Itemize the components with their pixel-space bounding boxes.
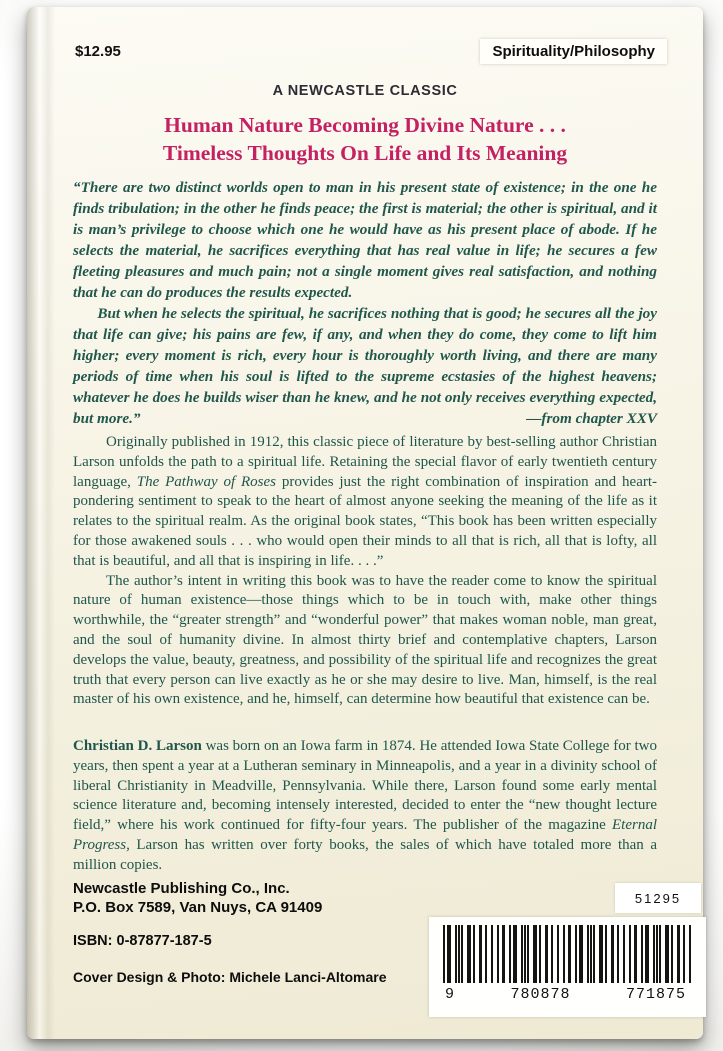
author-bio-pre: was born on an Iowa farm in 1874. He attended Iowa State College for two years, then spent a year at a Lutheran seminary in Minneapolis, and a year in a divinity school of liberal Christianity in Meadville, Pennsylvania. While there, Larson found some early mental science literature and, becoming intensely interested, decided to enter the “new thought lecture field,” where his work continued for fifty-four years. The publisher of the magazine bbox=[73, 738, 657, 834]
quote-paragraph-2 bbox=[73, 303, 657, 429]
description-paragraph-1-pre: Originally published in 1912, this classic piece of literature by best-selling author Christian Larson unfolds the path to a spiritual life. Retaining the special flavor of early twentieth century language, bbox=[73, 434, 657, 490]
book-back-cover bbox=[27, 7, 703, 1039]
quote-paragraph-2-text: But when he selects the spiritual, he sacrifices nothing that is good; he secures all the joy that life can give; his pains are few, if any, and when they do come, they come to lift him higher; every moment is rich, every hour is thoroughly worth living, and there are many periods of time when his soul is lifted to the supreme ecstasies of the highest heavens; whatever he does he builds wiser than he knew, and he not only receives everything expected, but more.” bbox=[73, 305, 657, 427]
description-paragraph-2: The author’s intent in writing this book was to have the reader come to know the spiritual nature of human existence—those things which to be in touch with, make other things worthwhile, the “greater strength” and “wonderful power” that makes woman noble, man great, and the soul of humanity divine. In almost thirty brief and contemplative chapters, Larson develops the value, beauty, greatness, and possibility of the spiritual life and recognizes the great truth that every person can live exactly as he or she may desire to live. Man, himself, is the real master of his own existence, and he, himself, can determine how beautiful that existence can be. bbox=[73, 572, 657, 708]
isbn-label: ISBN: 0-87877-187-5 bbox=[73, 933, 212, 949]
barcode-digits bbox=[429, 983, 706, 1003]
publisher-name: Newcastle Publishing Co., Inc. bbox=[73, 880, 290, 897]
barcode-group-1: 780878 bbox=[510, 986, 571, 1003]
barcode-group-2: 771875 bbox=[625, 986, 686, 1003]
author-bio-post: , Larson has written over forty books, the sales of which have totaled more than a million copies. bbox=[73, 836, 657, 873]
description-paragraph-1-post: provides just the right combination of inspiration and heart-pondering sentiment to speak to the heart of almost anyone seeking the meaning of the life as it relates to the spiritual realm. As the original book states, “This book has been written especially for those awakened souls . . . who would open their minds to all that is rich, all that is lofty, all that is beautiful, and all that is inspiring in life. . . .” bbox=[73, 473, 658, 569]
series-label: A NEWCASTLE CLASSIC bbox=[272, 83, 458, 99]
title-line-1: Human Nature Becoming Divine Nature . . . bbox=[164, 113, 566, 137]
author-name: Christian D. Larson bbox=[73, 738, 202, 754]
author-bio bbox=[73, 737, 657, 876]
barcode-addon-box bbox=[615, 883, 701, 913]
barcode-addon-digits: 51295 bbox=[634, 890, 682, 906]
category-badge: Spirituality/Philosophy bbox=[480, 39, 667, 64]
title-line-2: Timeless Thoughts On Life and Its Meaning bbox=[162, 141, 568, 165]
cover-credit-label: Cover Design & Photo: Michele Lanci-Altomare bbox=[73, 969, 387, 985]
publisher-block bbox=[73, 879, 453, 917]
barcode-bars bbox=[443, 925, 692, 983]
quote-paragraph-1: “There are two distinct worlds open to man in his present state of existence; in the one he finds tribulation; in the other he finds peace; the first is material; the other is spiritual, and it is man’s privilege to choose which one he would have as his present place of abode. If he selects the material, he sacrifices everything that has real value in life; he secures a few fleeting pleasures and much pain; not a single moment gives real satisfaction, and nothing that he can do produces the results expected. bbox=[73, 179, 657, 301]
description-text bbox=[73, 433, 657, 710]
description-paragraph-1 bbox=[73, 433, 657, 572]
barcode-digit-left: 9 bbox=[445, 986, 456, 1003]
magazine-title-reference: Eternal Progress bbox=[73, 817, 657, 853]
book-title bbox=[27, 111, 703, 167]
book-title-reference: The Pathway of Roses bbox=[136, 473, 277, 490]
price-label: $12.95 bbox=[75, 43, 121, 60]
barcode bbox=[429, 917, 706, 1017]
publisher-address: P.O. Box 7589, Van Nuys, CA 91409 bbox=[73, 899, 323, 916]
quote-attribution: —from chapter XXV bbox=[526, 410, 657, 427]
excerpt-quote bbox=[73, 177, 657, 429]
